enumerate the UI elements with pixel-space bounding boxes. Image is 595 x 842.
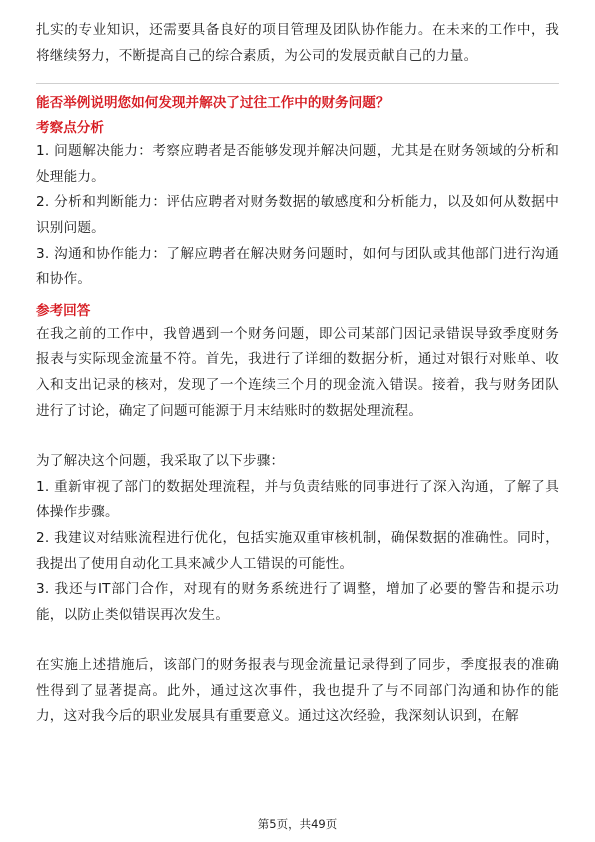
intro-paragraph: 扎实的专业知识，还需要具备良好的项目管理及团队协作能力。在未来的工作中，我将继续努力，不断提高自己的综合素质，为公司的发展贡献自己的力量。 — [36, 22, 559, 64]
answer-steps-intro: 为了解决这个问题，我采取了以下步骤： — [36, 453, 285, 470]
answer-step-3: 3. 我还与IT部门合作，对现有的财务系统进行了调整，增加了必要的警告和提示功能，以防止类似错误再次发生。 — [36, 581, 559, 623]
answer-paragraph-3: 在实施上述措施后，该部门的财务报表与现金流量记录得到了同步，季度报表的准确性得到了显著提高。此外，通过这次事件，我也提升了与不同部门沟通和协作的能力，这对我今后的职业发展具有重要意义。通过这次经验，我深刻认识到，在解 — [36, 657, 559, 725]
analysis-item-2: 2. 分析和判断能力：评估应聘者对财务数据的敏感度和分析能力，以及如何从数据中识别问题。 — [36, 194, 559, 236]
answer-paragraph-1: 在我之前的工作中，我曾遇到一个财务问题，即公司某部门因记录错误导致季度财务报表与实际现金流量不符。首先，我进行了详细的数据分析，通过对银行对账单、收入和支出记录的核对，发现了一个连续三个月的现金流入错误。接着，我与财务团队进行了讨论，确定了问题可能源于月末结账时的数据处理流程。 — [36, 325, 559, 419]
answer-title: 参考回答 — [36, 302, 91, 319]
analysis-item-1: 1. 问题解决能力：考察应聘者是否能够发现并解决问题，尤其是在财务领域的分析和处理能力。 — [36, 143, 559, 185]
gap — [36, 293, 559, 297]
question-heading: 能否举例说明您如何发现并解决了过往工作中的财务问题？ — [36, 95, 390, 112]
paragraph-gap — [36, 628, 559, 653]
page-number: 第5页，共49页 — [257, 817, 338, 831]
paragraph-gap — [36, 424, 559, 449]
answer-step-1: 1. 重新审视了部门的数据处理流程，并与负责结账的同事进行了深入沟通，了解了具体操作步骤。 — [36, 478, 559, 521]
answer-step-2: 2. 我建议对结账流程进行优化，包括实施双重审核机制，确保数据的准确性。同时，我提出了使用自动化工具来减少人工错误的可能性。 — [36, 529, 559, 572]
analysis-title: 考察点分析 — [36, 120, 104, 137]
section-divider — [36, 83, 559, 84]
analysis-item-3: 3. 沟通和协作能力：了解应聘者在解决财务问题时，如何与团队或其他部门进行沟通和协作。 — [36, 245, 559, 288]
